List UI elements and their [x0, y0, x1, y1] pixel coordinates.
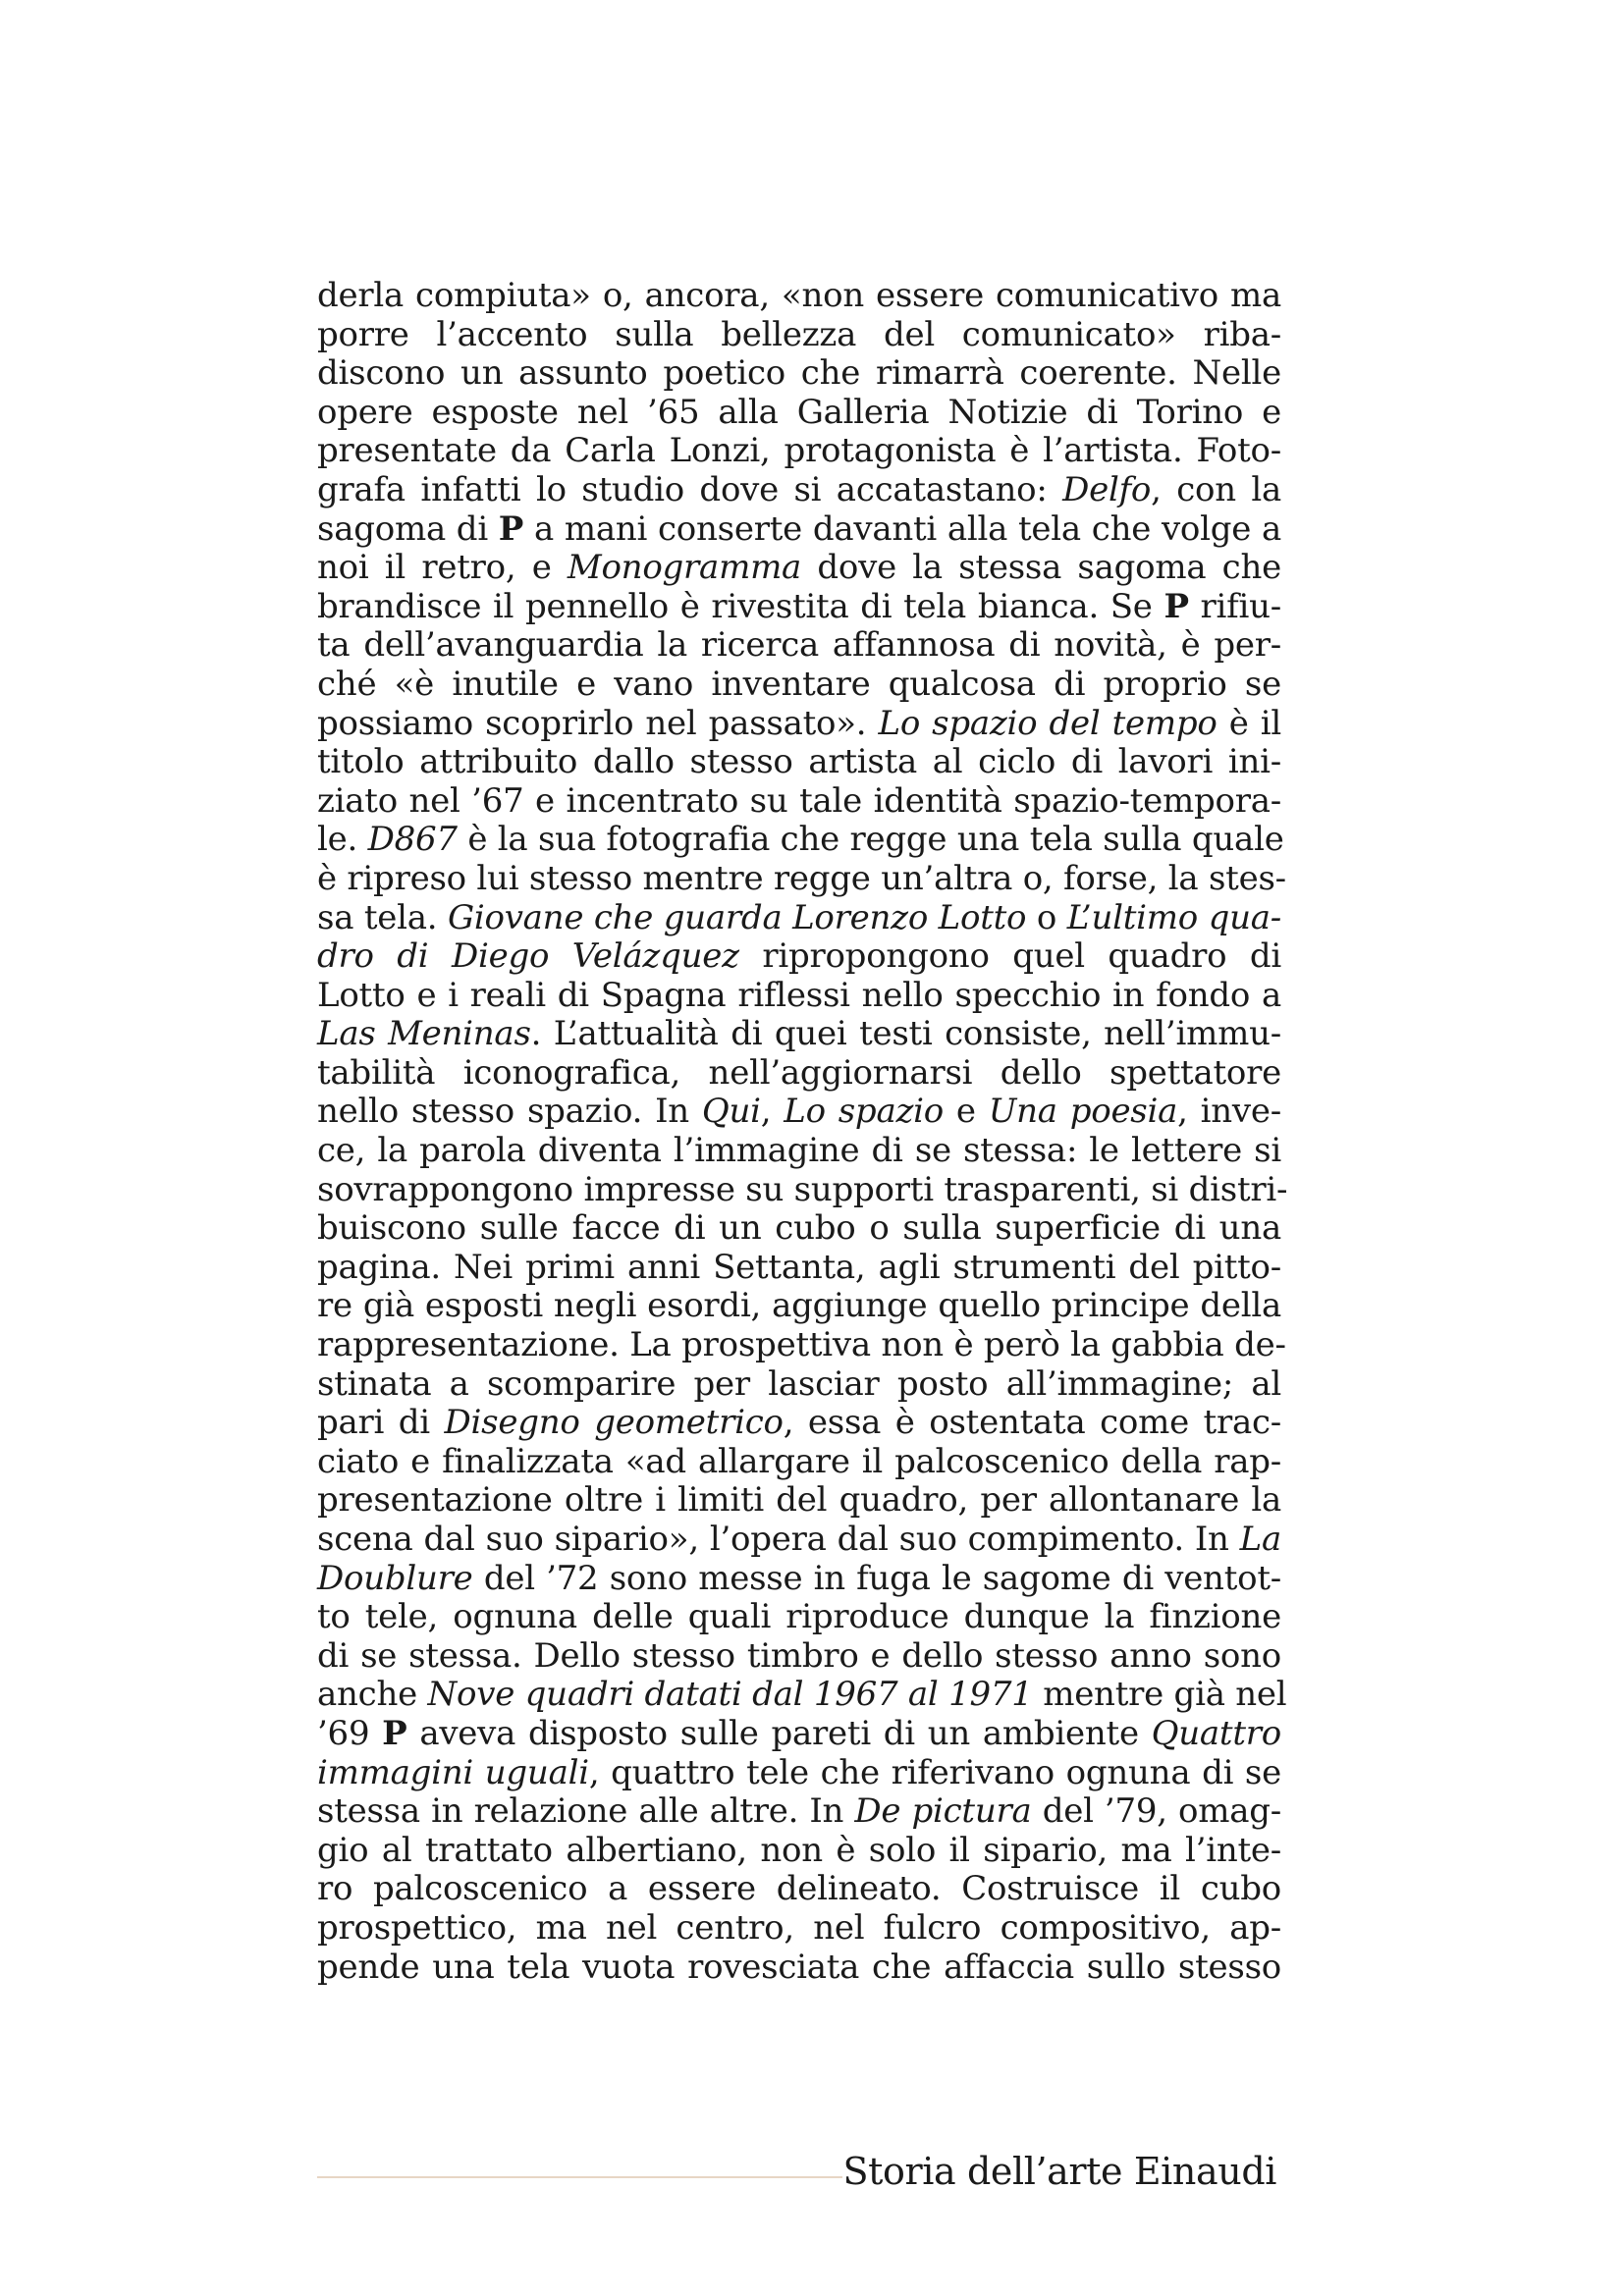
text-run: è il — [1217, 703, 1281, 743]
text-run: gio al trattato albertiano, non è solo il sipario, ma l’inte- — [317, 1830, 1281, 1870]
text-run: pagina. Nei primi anni Settanta, agli strumenti del pitto- — [317, 1247, 1281, 1287]
text-line — [317, 899, 1281, 938]
text-line — [317, 549, 1281, 588]
text-line — [317, 937, 1281, 977]
text-run: grafa infatti lo studio dove si accatastano: — [317, 469, 1063, 509]
text-line — [317, 858, 1286, 899]
text-line — [317, 666, 1281, 705]
text-run: , — [760, 1092, 784, 1132]
text-run: porre l’accento sulla bellezza del comunicato» riba- — [317, 314, 1281, 354]
text-run: sa tela. — [317, 897, 448, 937]
text-line — [317, 1715, 1281, 1754]
text-run: ce, la parola diventa l’immagine di se stessa: le lettere si — [317, 1131, 1281, 1171]
text-line — [317, 1015, 1281, 1054]
italic-title: Lo spazio del tempo — [878, 703, 1217, 743]
text-run: o — [1026, 897, 1067, 937]
text-run: ta dell’avanguardia la ricerca affannosa di novità, è per- — [317, 625, 1281, 666]
text-run: possiamo scoprirlo nel passato». — [317, 703, 879, 743]
text-run: Lotto e i reali di Spagna riflessi nello specchio in fondo a — [317, 975, 1281, 1015]
text-line — [317, 1637, 1281, 1677]
text-run: è ripreso lui stesso mentre regge un’altra o, forse, la stes- — [317, 858, 1286, 898]
text-line — [317, 1365, 1281, 1405]
italic-title: Quattro — [1151, 1713, 1281, 1753]
italic-title: Monogramma — [567, 548, 802, 588]
italic-title: immagini uguali — [317, 1752, 589, 1792]
italic-title: Qui — [701, 1092, 761, 1132]
text-run: pari di — [317, 1403, 445, 1443]
text-run: presentate da Carla Lonzi, protagonista è l’artista. Foto- — [317, 431, 1281, 471]
text-run: rappresentazione. La prospettiva non è però la gabbia de- — [317, 1325, 1286, 1365]
italic-title: Las Meninas — [317, 1014, 531, 1054]
text-line — [317, 1054, 1281, 1094]
text-run: opere esposte nel ’65 alla Galleria Notizie di Torino e — [317, 392, 1281, 432]
text-line — [317, 354, 1281, 394]
italic-title: Una poesia — [988, 1092, 1178, 1132]
text-line — [317, 1598, 1281, 1637]
text-run: le. — [317, 820, 368, 860]
text-line — [317, 1560, 1281, 1599]
text-run: di se stessa. Dello stesso timbro e dello stesso anno sono — [317, 1635, 1281, 1676]
text-run: sagoma di — [317, 508, 499, 549]
text-run: nello stesso spazio. In — [317, 1092, 702, 1132]
text-run: presentazione oltre i limiti del quadro, per allontanare la — [317, 1480, 1281, 1521]
text-line — [317, 820, 1284, 860]
text-run: ripropongono quel quadro di — [738, 936, 1281, 977]
text-line — [317, 1675, 1287, 1715]
text-line — [317, 1792, 1281, 1832]
text-line — [317, 1132, 1281, 1171]
text-line — [317, 1404, 1281, 1443]
text-run: stinata a scomparire per lasciar posto all’immagine; al — [317, 1363, 1281, 1404]
artist-initial: P — [1163, 586, 1189, 626]
italic-title: Disegno geometrico — [444, 1403, 784, 1443]
italic-title: Delfo — [1062, 469, 1152, 509]
text-line — [317, 743, 1281, 782]
text-line — [317, 1481, 1281, 1521]
italic-title: L’ultimo qua- — [1066, 897, 1281, 937]
text-run: titolo attribuito dallo stesso artista al ciclo di lavori ini- — [317, 742, 1281, 782]
footer-title: Storia dell’arte Einaudi — [842, 2150, 1276, 2193]
text-run: aveva disposto sulle pareti di un ambiente — [406, 1713, 1152, 1753]
text-line — [317, 705, 1281, 744]
text-run: , inve- — [1177, 1092, 1281, 1132]
text-run: dove la stessa sagoma che — [801, 548, 1281, 588]
text-run: , quattro tele che riferivano ognuna di se — [588, 1752, 1281, 1792]
text-line — [317, 1169, 1288, 1210]
text-line — [317, 510, 1281, 550]
text-line — [317, 1209, 1281, 1249]
text-run: re già esposti negli esordi, aggiunge quello principe della — [317, 1286, 1281, 1326]
text-run: anche — [317, 1675, 428, 1715]
italic-title: D867 — [367, 820, 458, 860]
text-run: sovrappongono impresse su supporti trasparenti, si distri- — [317, 1169, 1288, 1209]
italic-title: dro di Diego Velázquez — [317, 936, 739, 977]
text-line — [317, 1754, 1281, 1793]
italic-title: De pictura — [854, 1791, 1032, 1832]
text-run: to tele, ognuna delle quali riproduce dunque la finzione — [317, 1597, 1281, 1637]
text-line — [317, 316, 1281, 355]
italic-title: Doublure — [317, 1558, 473, 1598]
text-line — [317, 1093, 1281, 1132]
text-line — [317, 588, 1281, 627]
text-run: prospettico, ma nel centro, nel fulcro compositivo, ap- — [317, 1907, 1281, 1948]
text-line — [317, 1521, 1281, 1560]
text-run: ro palcoscenico a essere delineato. Costruisce il cubo — [317, 1869, 1281, 1909]
italic-title: Lo spazio — [784, 1092, 944, 1132]
text-run: e — [943, 1092, 989, 1132]
text-line — [317, 1325, 1286, 1365]
text-run: discono un assunto poetico che rimarrà coerente. Nelle — [317, 353, 1281, 394]
text-run: scena dal suo sipario», l’opera dal suo compimento. In — [317, 1520, 1240, 1559]
text-run: tabilità iconografica, nell’aggiornarsi dello spettatore — [317, 1052, 1281, 1093]
body-text — [317, 276, 1288, 1987]
text-line — [317, 394, 1281, 433]
text-run: pende una tela vuota rovesciata che affaccia sullo stesso — [317, 1947, 1281, 1987]
text-run: , essa è ostentata come trac- — [783, 1403, 1282, 1443]
text-line — [317, 1870, 1281, 1909]
text-run: del ’72 sono messe in fuga le sagome di ventot- — [472, 1558, 1281, 1598]
text-line — [317, 1832, 1281, 1871]
text-line — [317, 432, 1281, 471]
text-line — [317, 1249, 1281, 1288]
footer-rule — [317, 2176, 842, 2178]
text-run: del ’79, omag- — [1031, 1791, 1282, 1832]
text-run: brandisce il pennello è rivestita di tela bianca. Se — [317, 586, 1164, 626]
text-run: ziato nel ’67 e incentrato su tale identità spazio-tempora- — [317, 780, 1281, 821]
text-run: derla compiuta» o, ancora, «non essere comunicativo ma — [317, 276, 1281, 315]
text-line — [317, 1287, 1281, 1326]
text-run: ciato e finalizzata «ad allargare il palcoscenico della rap- — [317, 1441, 1281, 1481]
text-line — [317, 471, 1281, 510]
artist-initial: P — [382, 1713, 407, 1753]
italic-title: Giovane che guarda Lorenzo Lotto — [447, 897, 1027, 937]
artist-initial: P — [498, 508, 524, 549]
text-line — [317, 1949, 1281, 1988]
italic-title: La — [1239, 1520, 1281, 1559]
text-line — [317, 1443, 1281, 1482]
text-line — [317, 277, 1281, 316]
text-run: . L’attualità di quei testi consiste, nell’immu- — [530, 1014, 1281, 1054]
text-run: mentre già nel — [1032, 1675, 1287, 1715]
text-run: è la sua fotografia che regge una tela sulla quale — [457, 820, 1284, 860]
text-line — [317, 977, 1281, 1016]
text-run: rifiu- — [1188, 586, 1282, 626]
text-run: ’69 — [317, 1713, 383, 1753]
text-line — [317, 626, 1281, 666]
text-line — [317, 1909, 1281, 1949]
text-run: , con la — [1151, 469, 1281, 509]
text-run: noi il retro, e — [317, 548, 568, 588]
text-line — [317, 782, 1281, 822]
text-run: stessa in relazione alle altre. In — [317, 1791, 855, 1832]
text-run: buiscono sulle facce di un cubo o sulla superficie di una — [317, 1208, 1281, 1249]
italic-title: Nove quadri datati dal 1967 al 1971 — [427, 1675, 1033, 1715]
text-run: ché «è inutile e vano inventare qualcosa di proprio se — [317, 664, 1281, 704]
text-run: a mani conserte davanti alla tela che volge a — [523, 508, 1281, 549]
